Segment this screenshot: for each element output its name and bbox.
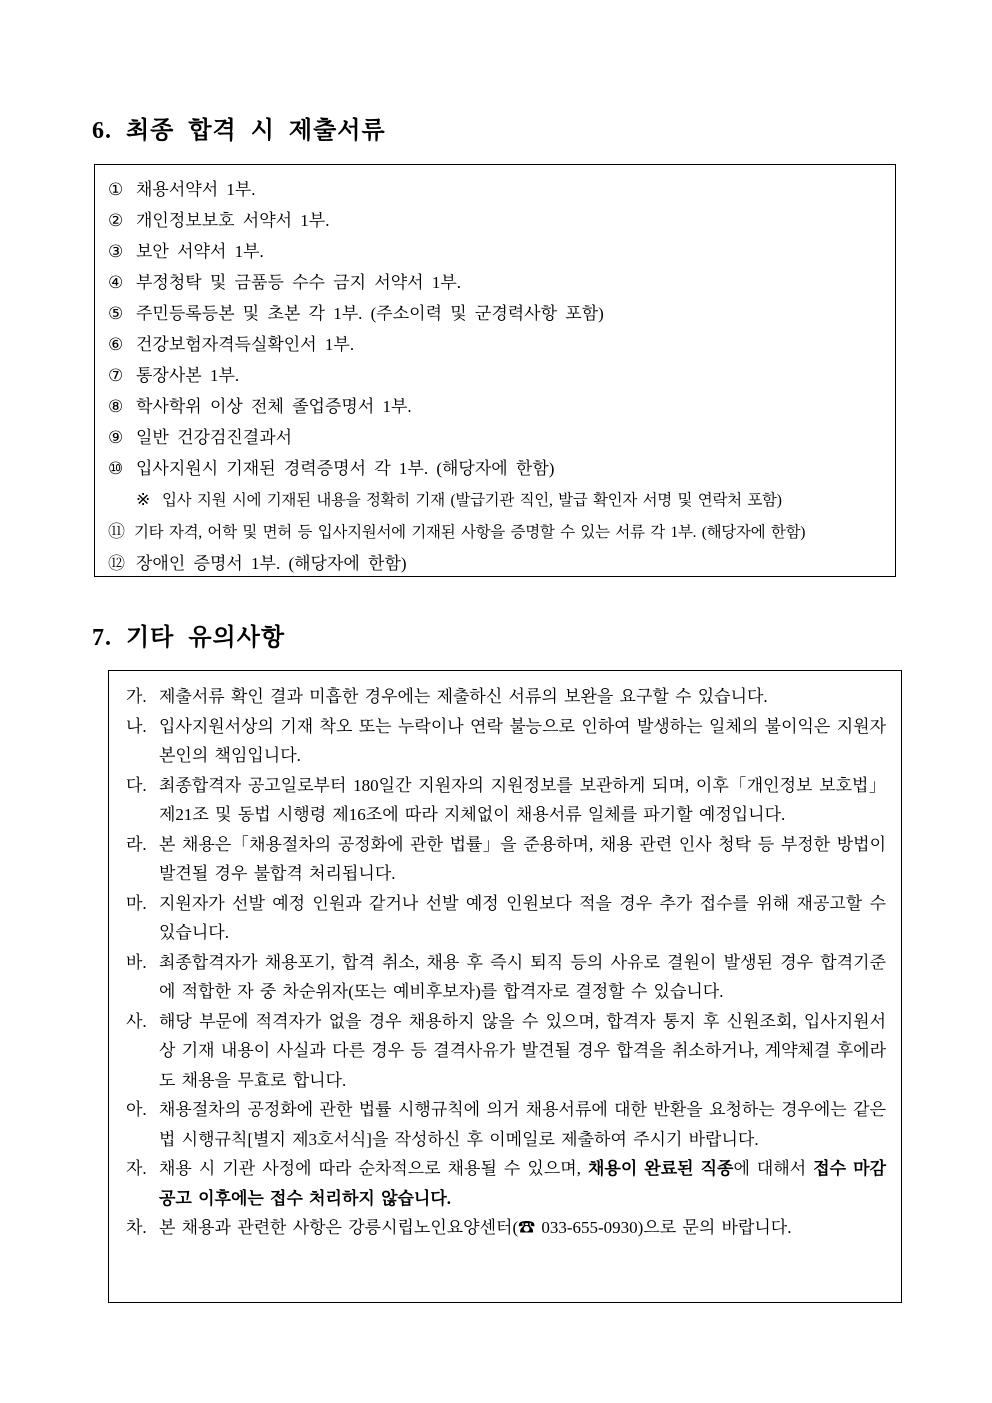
item-number-marker: ⑤ bbox=[108, 304, 124, 323]
document-list-item bbox=[108, 484, 882, 516]
item-text: 학사학위 이상 전체 졸업증명서 1부. bbox=[136, 397, 412, 416]
item-letter-label: 바. bbox=[126, 952, 147, 972]
item-number-marker: ⑫ bbox=[108, 554, 125, 573]
document-list-item bbox=[108, 360, 882, 391]
item-text: 지원자가 선발 예정 인원과 같거나 선발 예정 인원보다 적을 경우 추가 접수를 위해 재공고할 수 있습니다. bbox=[159, 893, 886, 942]
notice-list-item bbox=[126, 771, 886, 830]
item-letter-label: 차. bbox=[126, 1218, 147, 1237]
document-list-item bbox=[108, 205, 882, 236]
notice-list-item bbox=[126, 948, 886, 1007]
section7-notices-box bbox=[108, 670, 902, 1303]
item-letter-label: 나. bbox=[126, 716, 147, 736]
item-number-marker: ※ bbox=[136, 490, 150, 509]
notice-list-item bbox=[126, 1095, 886, 1154]
item-letter-label: 아. bbox=[126, 1100, 147, 1119]
item-text: 채용절차의 공정화에 관한 법률 시행규칙에 의거 채용서류에 대한 반환을 요청하는 경우에는 같은 법 시행규칙[별지 제3호서식]을 작성하신 후 이메일로 제출하여 주시기 바랍니다. bbox=[159, 1100, 886, 1149]
item-number-marker: ⑦ bbox=[108, 366, 124, 385]
section6-title: 6. 최종 합격 시 제출서류 bbox=[92, 118, 386, 144]
item-text: 통장사본 1부. bbox=[136, 366, 240, 385]
item-text: 입사지원시 기재된 경력증명서 각 1부. (해당자에 한함) bbox=[136, 459, 555, 478]
item-text: 본 채용은「채용절차의 공정화에 관한 법률」을 준용하며, 채용 관련 인사 청탁 등 부정한 방법이 발견될 경우 불합격 처리됩니다. bbox=[159, 834, 886, 883]
notice-list-item bbox=[126, 1213, 886, 1243]
document-list-item bbox=[108, 548, 882, 577]
item-number-marker: ⑨ bbox=[108, 428, 124, 447]
notice-list-item bbox=[126, 889, 886, 948]
notice-list-item bbox=[126, 682, 886, 712]
document-list-item bbox=[108, 391, 882, 422]
item-text: 장애인 증명서 1부. (해당자에 한함) bbox=[136, 554, 407, 573]
document-list-item bbox=[108, 453, 882, 484]
item-number-marker: ④ bbox=[108, 273, 124, 292]
item-text: 개인정보보호 서약서 1부. bbox=[136, 211, 330, 230]
document-list-item bbox=[108, 267, 882, 298]
section6-documents-box bbox=[94, 164, 896, 577]
item-text: 기타 자격, 어학 및 면허 등 입사지원서에 기재된 사항을 증명할 수 있는 서류 각 1부. (해당자에 한함) bbox=[134, 524, 806, 541]
item-number-marker: ⑪ bbox=[108, 522, 125, 541]
item-text: 제출서류 확인 결과 미흡한 경우에는 제출하신 서류의 보완을 요구할 수 있습니다. bbox=[159, 687, 768, 706]
notice-list-item bbox=[126, 712, 886, 771]
notice-list-item bbox=[126, 1154, 886, 1213]
item-letter-label: 라. bbox=[126, 834, 147, 854]
item-letter-label: 사. bbox=[126, 1011, 147, 1031]
item-letter-label: 가. bbox=[126, 687, 147, 706]
item-text: 건강보험자격득실확인서 1부. bbox=[136, 335, 355, 354]
item-text: 보안 서약서 1부. bbox=[136, 242, 264, 261]
item-number-marker: ⑩ bbox=[108, 459, 124, 478]
item-text: 채용 시 기관 사정에 따라 순차적으로 채용될 수 있으며, 채용이 완료된 직종에 대해서 접수 마감 공고 이후에는 접수 처리하지 않습니다. bbox=[159, 1159, 886, 1208]
item-text: 주민등록등본 및 초본 각 1부. (주소이력 및 군경력사항 포함) bbox=[136, 304, 604, 323]
document-list-item bbox=[108, 329, 882, 360]
item-number-marker: ② bbox=[108, 211, 124, 230]
item-letter-label: 마. bbox=[126, 893, 147, 913]
item-text: 해당 부문에 적격자가 없을 경우 채용하지 않을 수 있으며, 합격자 통지 후 신원조회, 입사지원서상 기재 내용이 사실과 다른 경우 등 결격사유가 발견될 경우 합격을 취소하거나, 계약체결 후에라도 채용을 무효로 합니다. bbox=[159, 1011, 886, 1090]
item-number-marker: ⑥ bbox=[108, 335, 124, 354]
item-letter-label: 자. bbox=[126, 1159, 147, 1178]
notice-list-item bbox=[126, 1007, 886, 1096]
document-list-item bbox=[108, 516, 882, 548]
section7-title: 7. 기타 유의사항 bbox=[92, 625, 286, 651]
item-number-marker: ⑧ bbox=[108, 397, 124, 416]
item-letter-label: 다. bbox=[126, 775, 147, 795]
item-text: 최종합격자 공고일로부터 180일간 지원자의 지원정보를 보관하게 되며, 이후「개인정보 보호법」제21조 및 동법 시행령 제16조에 따라 지체없이 채용서류 일체를 파기할 예정입니다. bbox=[159, 775, 886, 824]
item-number-marker: ③ bbox=[108, 242, 124, 261]
item-text: 입사지원서상의 기재 착오 또는 누락이나 연락 불능으로 인하여 발생하는 일체의 불이익은 지원자 본인의 책임입니다. bbox=[159, 716, 886, 765]
item-text: 입사 지원 시에 기재된 내용을 정확히 기재 (발급기관 직인, 발급 확인자 서명 및 연락처 포함) bbox=[162, 492, 782, 509]
item-text: 채용서약서 1부. bbox=[136, 180, 256, 199]
item-text: 최종합격자가 채용포기, 합격 취소, 채용 후 즉시 퇴직 등의 사유로 결원이 발생된 경우 합격기준에 적합한 자 중 차순위자(또는 예비후보자)를 합격자로 결정할 수 있습니다. bbox=[159, 952, 886, 1001]
item-text: 부정청탁 및 금품등 수수 금지 서약서 1부. bbox=[136, 273, 462, 292]
document-list-item bbox=[108, 422, 882, 453]
document-list-item bbox=[108, 298, 882, 329]
item-number-marker: ① bbox=[108, 180, 124, 199]
document-list-item bbox=[108, 174, 882, 205]
item-text: 일반 건강검진결과서 bbox=[136, 428, 293, 447]
document-list-item bbox=[108, 236, 882, 267]
item-text: 본 채용과 관련한 사항은 강릉시립노인요양센터(☎ 033-655-0930)으로 문의 바랍니다. bbox=[159, 1218, 792, 1237]
notice-list-item bbox=[126, 830, 886, 889]
